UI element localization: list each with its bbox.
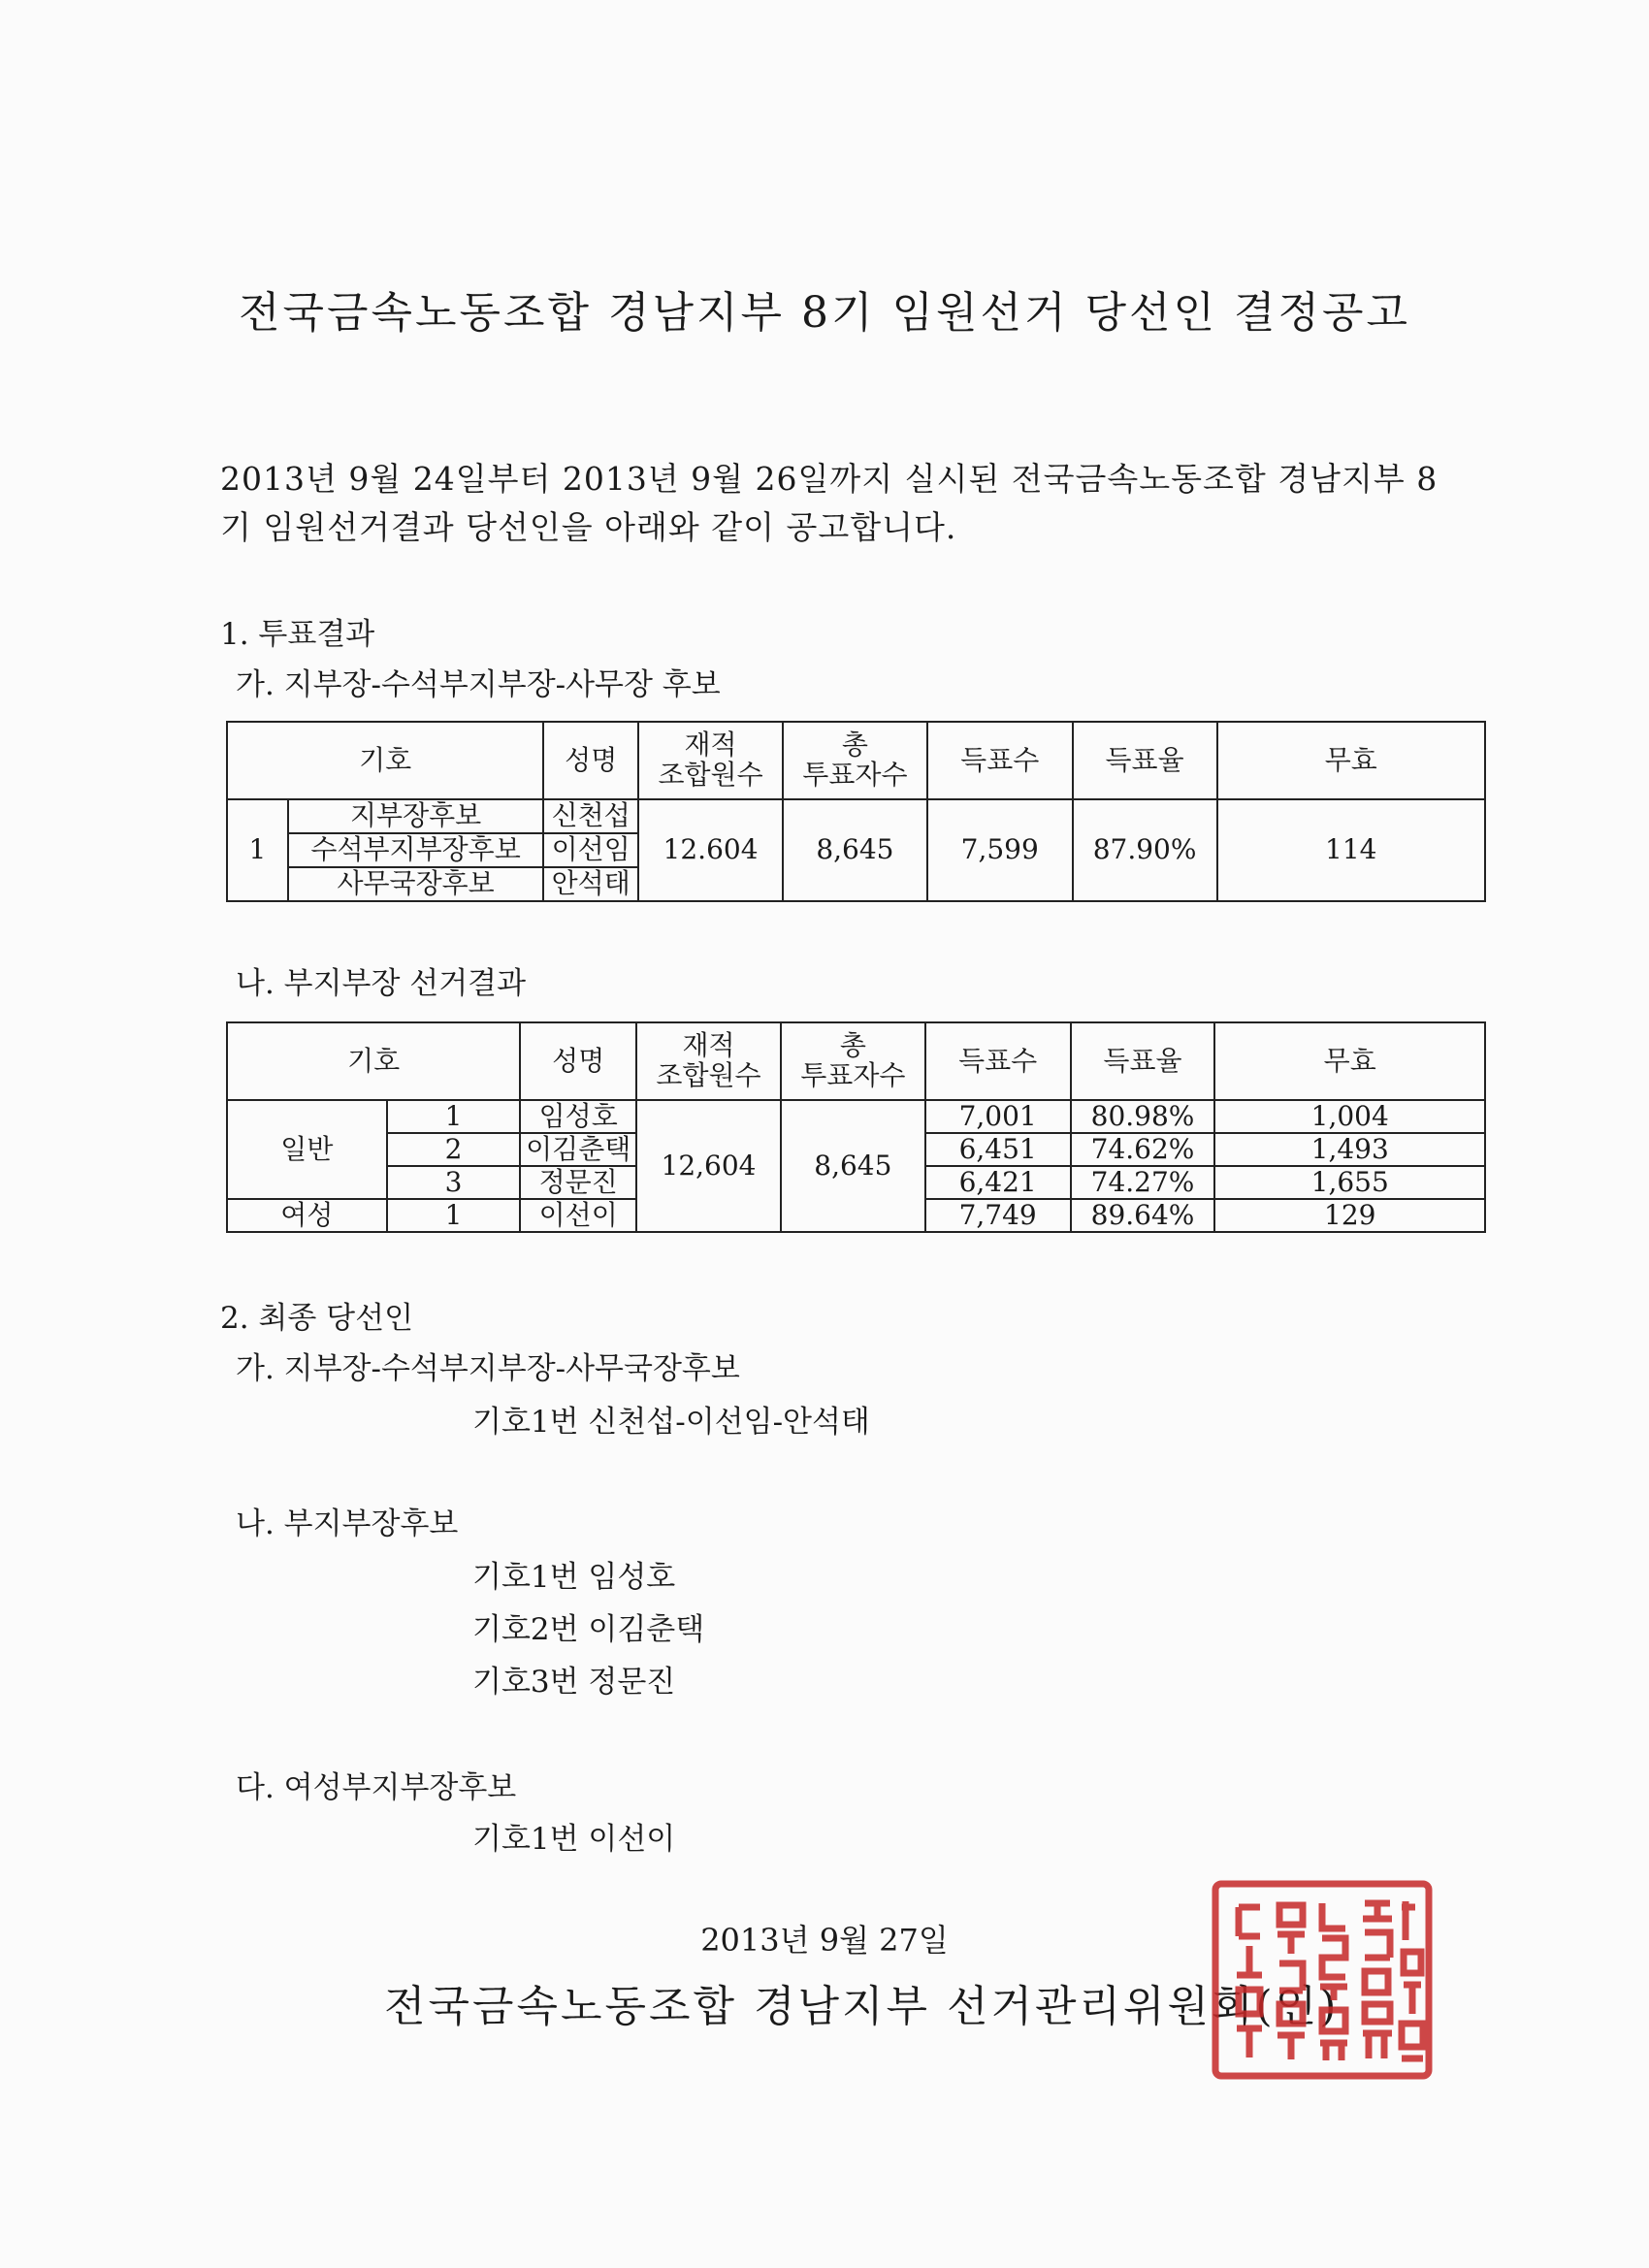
rate-cell: 74.62% (1071, 1133, 1215, 1166)
name-cell: 이선이 (520, 1199, 636, 1232)
ticket-symbol: 1 (227, 799, 288, 901)
winner-b-2: 기호2번 이김춘택 (472, 1612, 705, 1647)
members-cell: 12.604 (638, 799, 783, 901)
vote-table-1 (226, 721, 1486, 902)
name-cell: 이김춘택 (520, 1133, 636, 1166)
voters-cell: 8,645 (783, 799, 927, 901)
num-cell: 3 (387, 1166, 521, 1199)
name-cell: 안석태 (543, 867, 638, 901)
winner-c: 기호1번 이선이 (472, 1822, 676, 1857)
header-rate: 득표율 (1073, 722, 1217, 799)
name-cell: 임성호 (520, 1100, 636, 1133)
section-2-heading: 2. 최종 당선인 (220, 1301, 414, 1336)
table-row (227, 799, 1485, 833)
seal-stamp-icon (1210, 1878, 1435, 2082)
announcement-date: 2013년 9월 27일 (700, 1922, 949, 1959)
num-cell: 1 (387, 1199, 521, 1232)
group-women: 여성 (227, 1199, 387, 1232)
winner-b-3: 기호3번 정문진 (472, 1665, 676, 1700)
name-cell: 이선임 (543, 833, 638, 867)
role-cell: 지부장후보 (288, 799, 543, 833)
role-cell: 수석부지부장후보 (288, 833, 543, 867)
table-row (227, 1100, 1485, 1133)
header-invalid: 무효 (1214, 1022, 1485, 1100)
organization-name: 전국금속노동조합 경남지부 선거관리위원회(인) (384, 1982, 1340, 2031)
header-symbol: 기호 (227, 1022, 520, 1100)
header-symbol: 기호 (227, 722, 543, 799)
invalid-cell: 114 (1217, 799, 1485, 901)
votes-cell: 7,599 (927, 799, 1073, 901)
header-voters: 총 투표자수 (783, 722, 927, 799)
intro-line-2: 기 임원선거결과 당선인을 아래와 같이 공고합니다. (220, 508, 957, 546)
votes-cell: 7,749 (925, 1199, 1071, 1232)
voters-cell: 8,645 (781, 1100, 925, 1232)
section-1-heading: 1. 투표결과 (220, 617, 375, 652)
members-cell: 12,604 (636, 1100, 781, 1232)
invalid-cell: 1,004 (1214, 1100, 1485, 1133)
section-2-sub-a: 가. 지부장-수석부지부장-사무국장후보 (236, 1351, 740, 1386)
num-cell: 1 (387, 1100, 521, 1133)
votes-cell: 6,451 (925, 1133, 1071, 1166)
name-cell: 정문진 (520, 1166, 636, 1199)
header-votes: 득표수 (925, 1022, 1071, 1100)
intro-line-1: 2013년 9월 24일부터 2013년 9월 26일까지 실시된 전국금속노동조합 경남지부 8 (220, 460, 1439, 498)
header-members: 재적 조합원수 (636, 1022, 781, 1100)
invalid-cell: 1,493 (1214, 1133, 1485, 1166)
votes-cell: 6,421 (925, 1166, 1071, 1199)
header-rate: 득표율 (1071, 1022, 1215, 1100)
header-invalid: 무효 (1217, 722, 1485, 799)
invalid-cell: 129 (1214, 1199, 1485, 1232)
rate-cell: 87.90% (1073, 799, 1217, 901)
section-2-sub-c: 다. 여성부지부장후보 (236, 1770, 517, 1805)
invalid-cell: 1,655 (1214, 1166, 1485, 1199)
header-votes: 득표수 (927, 722, 1073, 799)
rate-cell: 74.27% (1071, 1166, 1215, 1199)
header-name: 성명 (543, 722, 638, 799)
header-name: 성명 (520, 1022, 636, 1100)
group-general: 일반 (227, 1100, 387, 1199)
section-1-sub-b: 나. 부지부장 선거결과 (236, 966, 527, 1001)
role-cell: 사무국장후보 (288, 867, 543, 901)
winner-b-1: 기호1번 임성호 (472, 1560, 676, 1595)
section-1-sub-a: 가. 지부장-수석부지부장-사무장 후보 (236, 667, 721, 702)
rate-cell: 80.98% (1071, 1100, 1215, 1133)
header-members: 재적 조합원수 (638, 722, 783, 799)
vote-table-2 (226, 1021, 1486, 1233)
num-cell: 2 (387, 1133, 521, 1166)
name-cell: 신천섭 (543, 799, 638, 833)
header-voters: 총 투표자수 (781, 1022, 925, 1100)
winner-a: 기호1번 신천섭-이선임-안석태 (472, 1405, 870, 1440)
section-2-sub-b: 나. 부지부장후보 (236, 1507, 459, 1541)
votes-cell: 7,001 (925, 1100, 1071, 1133)
rate-cell: 89.64% (1071, 1199, 1215, 1232)
document-title: 전국금속노동조합 경남지부 8기 임원선거 당선인 결정공고 (238, 288, 1411, 338)
